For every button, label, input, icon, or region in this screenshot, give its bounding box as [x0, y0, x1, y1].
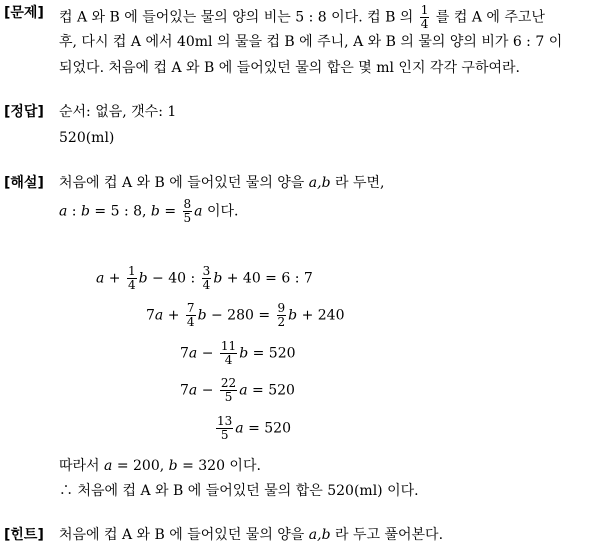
variable: a: [188, 382, 198, 399]
fraction-denominator: 4: [186, 315, 195, 329]
math-text: = 320 이다.: [177, 458, 261, 474]
math-text: +: [163, 307, 184, 324]
solution-line-1: [59, 174, 385, 192]
math-text: − 280 =: [206, 307, 275, 324]
fraction: [216, 415, 233, 442]
solution-text: 라 두면,: [335, 175, 385, 191]
variable: b: [213, 270, 223, 287]
hint-tag: [힌트]: [4, 527, 44, 543]
answer-tag: [정답]: [4, 104, 44, 120]
problem-line-3: 되었다. 처음에 컵 A 와 B 에 들어있던 물의 합은 몇 ml 인지 각각 구하여라.: [59, 60, 520, 76]
fraction-denominator: 4: [202, 278, 211, 292]
fraction-denominator: 5: [220, 428, 229, 442]
conclusion-line-1: [59, 457, 261, 475]
fraction-numerator: 22: [220, 376, 237, 390]
variable: a: [235, 420, 244, 437]
problem-line-1: [59, 4, 545, 31]
answer-line-1: 순서: 없음, 갯수: 1: [59, 104, 177, 120]
math-text: − 40 :: [147, 270, 200, 287]
variable: b: [168, 458, 178, 474]
fraction: [220, 377, 237, 404]
fraction: [220, 340, 237, 367]
fraction-numerator: 13: [217, 414, 233, 428]
variable: a: [188, 345, 198, 362]
math-text: = 200,: [112, 458, 169, 474]
fraction-denominator: 2: [277, 315, 286, 329]
hint-text: 처음에 컵 A 와 B 에 들어있던 물의 양을: [59, 527, 305, 543]
equation-3: [180, 340, 296, 367]
solution-text: 따라서: [59, 458, 105, 474]
variable: a: [59, 203, 68, 220]
variable: a: [239, 382, 248, 399]
math-text: + 240: [297, 307, 345, 324]
variable: a,b: [308, 527, 331, 543]
math-text: =: [159, 203, 181, 220]
variable: b: [138, 270, 148, 287]
equation-2: [146, 302, 344, 329]
math-text: 이다.: [202, 203, 239, 220]
fraction-denominator: 4: [224, 353, 233, 367]
variable: a: [96, 270, 105, 287]
equation-1: [96, 265, 313, 292]
solution-tag: [해설]: [4, 175, 44, 191]
fraction-numerator: 9: [277, 301, 286, 315]
variable: b: [150, 203, 160, 220]
fraction-denominator: 4: [128, 278, 136, 292]
problem-tag: [문제]: [4, 5, 44, 21]
fraction-numerator: 1: [420, 3, 429, 17]
math-text: + 40 = 6 : 7: [222, 270, 313, 287]
variable: b: [239, 345, 249, 362]
fraction-numerator: 3: [202, 264, 211, 278]
problem-text: 를 컵 A 에 주고난: [435, 9, 545, 26]
equation-4: [180, 377, 295, 404]
math-text: = 5 : 8,: [89, 203, 151, 220]
variable: b: [80, 203, 90, 220]
fraction: [202, 265, 212, 292]
conclusion-line-2: ∴ 처음에 컵 A 와 B 에 들어있던 물의 합은 520(ml) 이다.: [59, 483, 419, 499]
solution-text: 처음에 컵 A 와 B 에 들어있던 물의 양을: [59, 175, 305, 191]
hint-line-1: [59, 526, 443, 544]
answer-line-2: 520(ml): [59, 130, 115, 146]
math-text: :: [67, 203, 81, 220]
math-text: 7: [180, 382, 189, 399]
problem-line-2: 후, 다시 컵 A 에서 40ml 의 물을 컵 B 에 주니, A 와 B 의 물의 양의 비가 6 : 7 이: [59, 34, 563, 50]
math-text: = 520: [248, 345, 296, 362]
fraction: [183, 198, 193, 225]
variable: b: [197, 307, 207, 324]
math-text: −: [197, 345, 218, 362]
math-text: 7: [146, 307, 155, 324]
fraction-numerator: 8: [183, 197, 192, 211]
fraction-numerator: 1: [128, 264, 136, 278]
variable: a: [194, 203, 203, 220]
variable: b: [288, 307, 298, 324]
variable: a: [104, 458, 113, 474]
math-text: = 520: [243, 420, 291, 437]
equation-5: [214, 415, 291, 442]
fraction: [420, 4, 430, 31]
hint-text: 라 두고 풀어본다.: [335, 527, 444, 543]
variable: a,b: [308, 175, 331, 191]
ratio-line: [59, 198, 238, 225]
fraction: [277, 302, 287, 329]
math-text: = 520: [247, 382, 295, 399]
math-text: 7: [180, 345, 189, 362]
fraction: [127, 265, 137, 292]
fraction: [186, 302, 196, 329]
variable: a: [154, 307, 164, 324]
fraction-denominator: 5: [183, 211, 192, 225]
fraction-numerator: 7: [186, 301, 195, 315]
fraction-denominator: 4: [420, 17, 429, 31]
math-text: −: [197, 382, 218, 399]
math-text: +: [104, 270, 125, 287]
fraction-denominator: 5: [224, 390, 233, 404]
fraction-numerator: 11: [220, 339, 237, 353]
problem-text: 컵 A 와 B 에 들어있는 물의 양의 비는 5 : 8 이다. 컵 B 의: [59, 9, 414, 26]
